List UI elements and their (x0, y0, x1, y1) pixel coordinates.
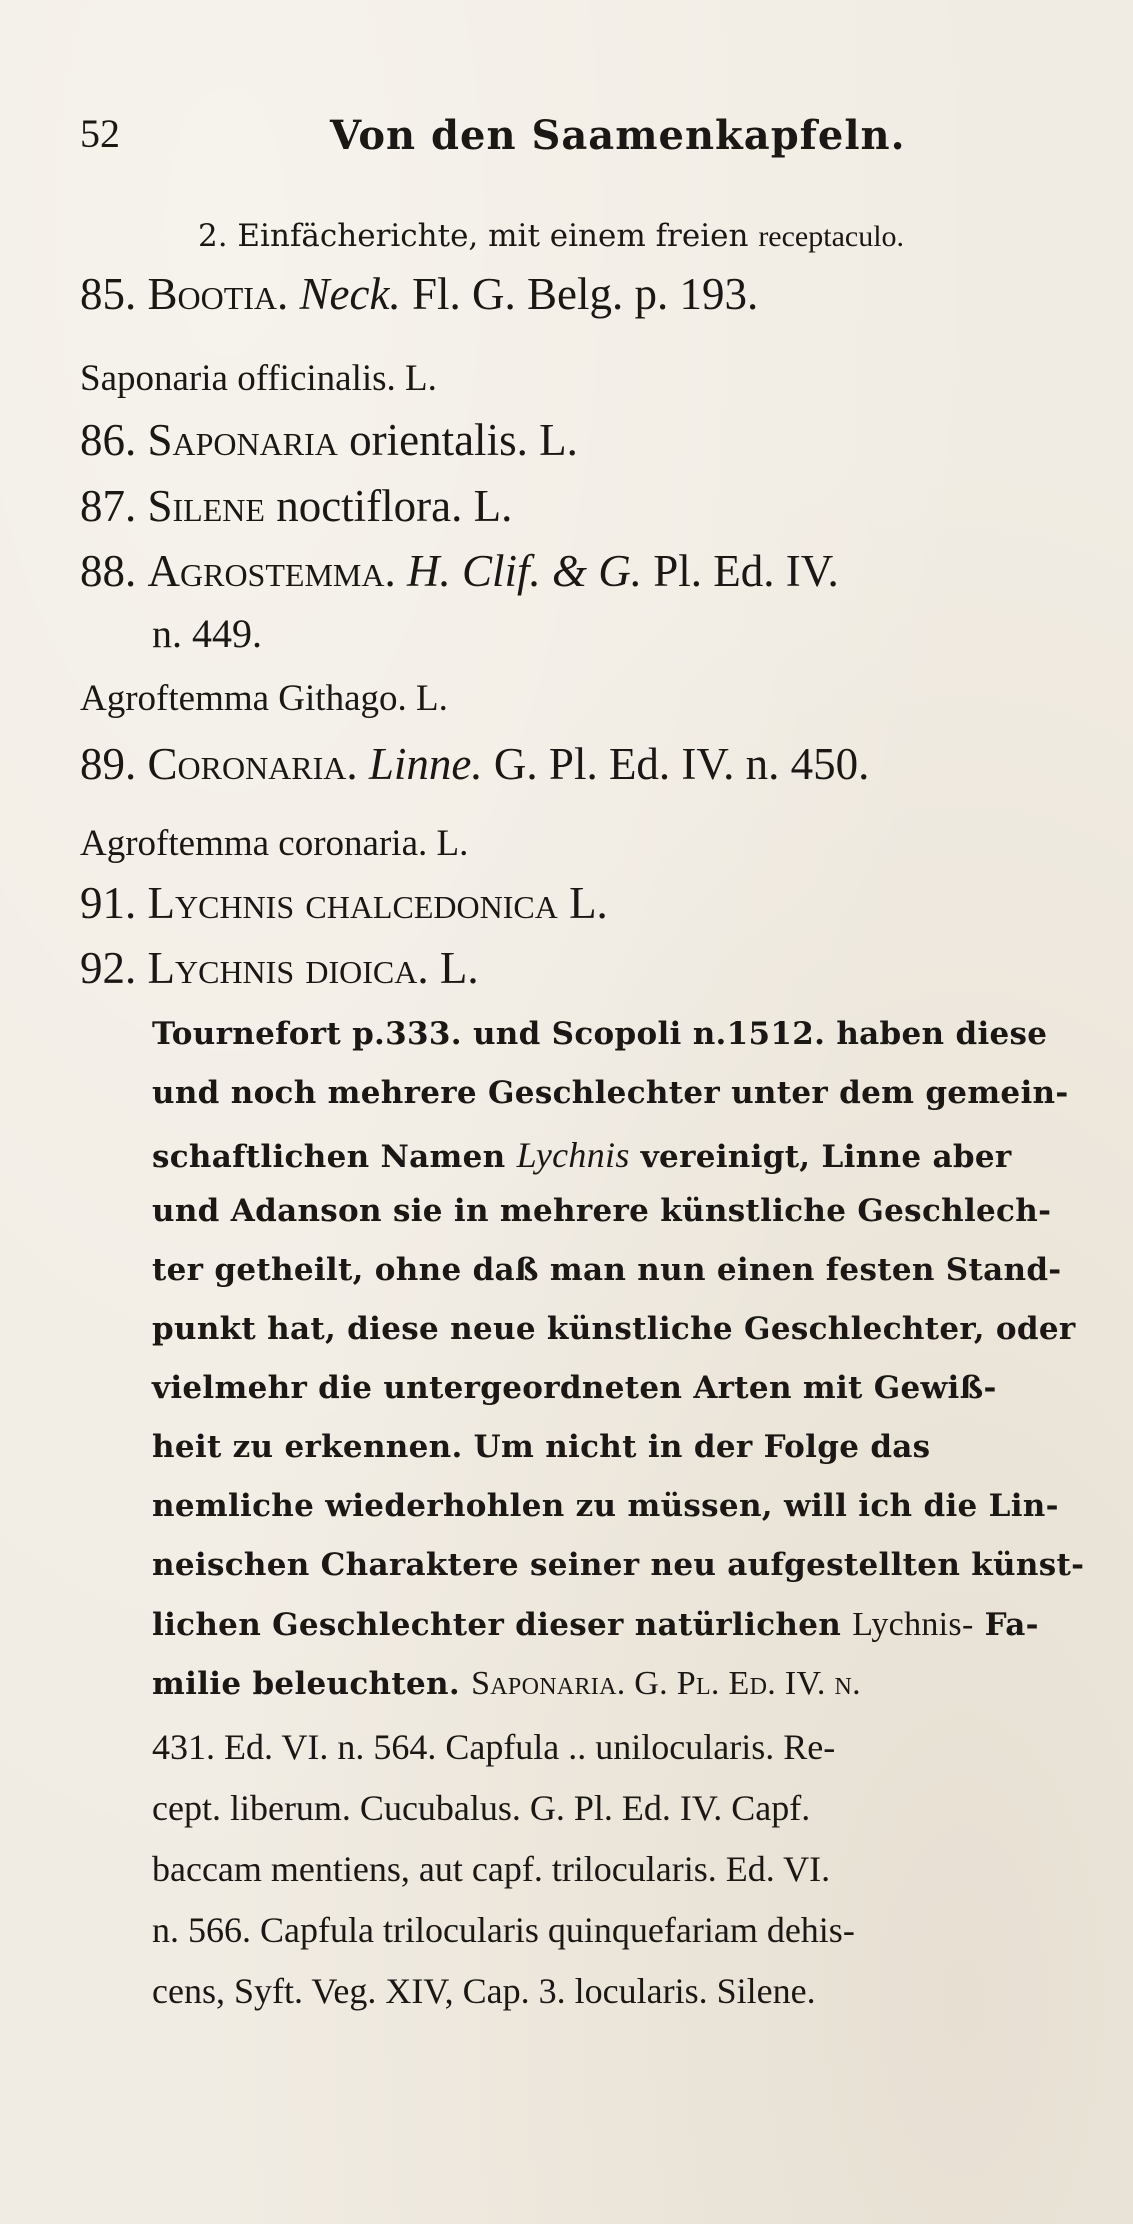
entry-85 (80, 268, 758, 320)
entry-author: Linne. (368, 739, 483, 789)
subheading-prefix: 2. Einfächerichte, mit einem freien (198, 218, 749, 254)
body-line: punkt hat, diese neue künstliche Geschlechter, oder (152, 1311, 1076, 1347)
body-line (152, 1134, 1011, 1176)
entry-species: L. (569, 878, 608, 928)
entry-number: 86. (80, 415, 137, 465)
entry-reference: Fl. G. Belg. p. 193. (411, 269, 759, 319)
entry-number: 89. (80, 739, 137, 789)
body-line: nemliche wiederhohlen zu müssen, will ich die Lin- (152, 1488, 1059, 1524)
synonym-line: Saponaria officinalis. L. (80, 358, 437, 399)
entry-species: orientalis. L. (349, 415, 578, 465)
body-line: ter getheilt, ohne daß man nun einen festen Stand- (152, 1252, 1062, 1288)
entry-genus: Coronaria. (147, 739, 358, 789)
body-line: vielmehr die untergeordneten Arten mit Gewiß- (152, 1370, 997, 1406)
latin-line: cens, Syft. Veg. XIV, Cap. 3. locularis. Silene. (152, 1971, 816, 2011)
section-subheading (198, 218, 904, 254)
latin-term: Lychnis (516, 1135, 630, 1175)
body-line: Tournefort p.333. und Scopoli n.1512. haben diese (152, 1016, 1048, 1052)
entry-88-continuation: n. 449. (152, 611, 262, 656)
entry-number: 91. (80, 878, 137, 928)
entry-92 (80, 942, 479, 994)
latin-line: baccam mentiens, aut capf. trilocularis. Ed. VI. (152, 1849, 831, 1889)
entry-genus: Saponaria (147, 415, 338, 465)
body-line: und Adanson sie in mehrere künstliche Geschlech- (152, 1193, 1052, 1229)
entry-number: 92. (80, 943, 137, 993)
entry-species: noctiflora. L. (276, 481, 513, 531)
running-title: Von den Saamenkapfeln. (330, 112, 906, 159)
latin-term: Lychnis- (852, 1606, 974, 1643)
body-line: heit zu erkennen. Um nicht in der Folge das (152, 1429, 931, 1465)
body-text: milie beleuchten. (152, 1666, 472, 1702)
synonym-line: Agroftemma Githago. L. (80, 678, 448, 719)
entry-89 (80, 738, 869, 790)
body-line: und noch mehrere Geschlechter unter dem gemein- (152, 1075, 1069, 1111)
entry-86 (80, 414, 578, 466)
entry-reference: G. Pl. Ed. IV. n. 450. (493, 739, 870, 789)
entry-genus: Lychnis dioica. (147, 943, 429, 993)
body-text: Fa- (973, 1607, 1039, 1643)
entry-87 (80, 480, 512, 532)
entry-species: L. (439, 943, 479, 993)
entry-number: 87. (80, 481, 137, 531)
body-text: vereinigt, Linne aber (629, 1139, 1012, 1175)
body-line: neischen Charaktere seiner neu aufgestellten künst- (152, 1547, 1085, 1583)
entry-author: H. Clif. & G. (406, 546, 642, 596)
latin-line: 431. Ed. VI. n. 564. Capfula .. unilocularis. Re- (152, 1727, 836, 1767)
entry-author: Neck. (299, 269, 401, 319)
entry-88 (80, 545, 839, 597)
entry-genus: Silene (147, 481, 265, 531)
synonym-line: Agroftemma coronaria. L. (80, 823, 469, 864)
subheading-suffix: receptaculo. (758, 220, 905, 253)
entry-number: 85. (80, 269, 137, 319)
entry-genus: Agrostemma. (147, 546, 396, 596)
entry-reference: Pl. Ed. IV. (653, 546, 839, 596)
entry-genus: Lychnis chalcedonica (147, 878, 558, 928)
latin-term: Saponaria. G. Pl. Ed. IV. n. (471, 1665, 861, 1702)
latin-line: cept. liberum. Cucubalus. G. Pl. Ed. IV. Capf. (152, 1788, 811, 1828)
latin-line: n. 566. Capfula trilocularis quinquefariam dehis- (152, 1910, 855, 1950)
body-text: lichen Geschlechter dieser natürlichen (152, 1607, 853, 1643)
entry-genus: Bootia. (147, 269, 289, 319)
entry-91 (80, 877, 608, 929)
body-line (152, 1665, 861, 1703)
entry-number: 88. (80, 546, 137, 596)
page-number: 52 (80, 111, 120, 156)
body-line (152, 1606, 1039, 1644)
body-text: schaftlichen Namen (152, 1139, 517, 1175)
